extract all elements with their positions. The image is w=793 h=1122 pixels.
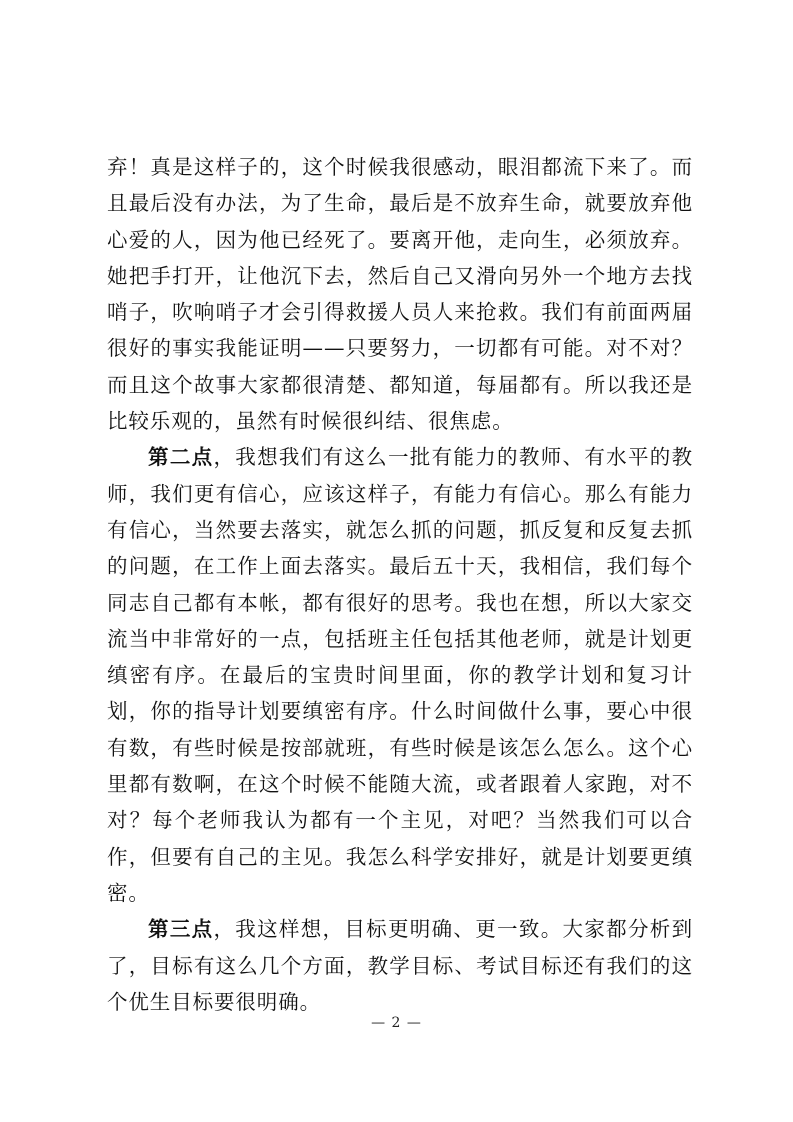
- paragraph-3-text: ，我这样想，目标更明确、更一致。大家都分析到了，目标有这么几个方面，教学目标、考试目标还有我们的这个优生目标要很明确。: [107, 917, 693, 1014]
- paragraph-1: [107, 149, 693, 439]
- paragraph-2: [107, 439, 693, 911]
- paragraph-2-lead: 第二点: [148, 445, 214, 470]
- paragraph-3-lead: 第三点: [148, 917, 214, 942]
- paragraph-3: [107, 911, 693, 1020]
- page-number: — 2 —: [371, 1015, 422, 1031]
- document-body: [107, 149, 693, 1020]
- paragraph-1-text: 弃！真是这样子的，这个时候我很感动，眼泪都流下来了。而且最后没有办法，为了生命，最后是不放弃生命，就要放弃他心爱的人，因为他已经死了。要离开他，走向生，必须放弃。她把手打开，让他沉下去，然后自己又滑向另外一个地方去找哨子，吹响哨子才会引得救援人员人来抢救。我们有前面两届很好的事实我能证明——只要努力，一切都有可能。对不对？而且这个故事大家都很清楚、都知道，每届都有。所以我还是比较乐观的，虽然有时候很纠结、很焦虑。: [107, 155, 693, 434]
- paragraph-2-text: ，我想我们有这么一批有能力的教师、有水平的教师，我们更有信心，应该这样子，有能力有信心。那么有能力有信心，当然要去落实，就怎么抓的问题，抓反复和反复去抓的问题，在工作上面去落实。最后五十天，我相信，我们每个同志自己都有本帐，都有很好的思考。我也在想，所以大家交流当中非常好的一点，包括班主任包括其他老师，就是计划更缜密有序。在最后的宝贵时间里面，你的教学计划和复习计划，你的指导计划要缜密有序。什么时间做什么事，要心中很有数，有些时候是按部就班，有些时候是该怎么怎么。这个心里都有数啊，在这个时候不能随大流，或者跟着人家跑，对不对？每个老师我认为都有一个主见，对吧？当然我们可以合作，但要有自己的主见。我怎么科学安排好，就是计划要更缜密。: [107, 445, 693, 905]
